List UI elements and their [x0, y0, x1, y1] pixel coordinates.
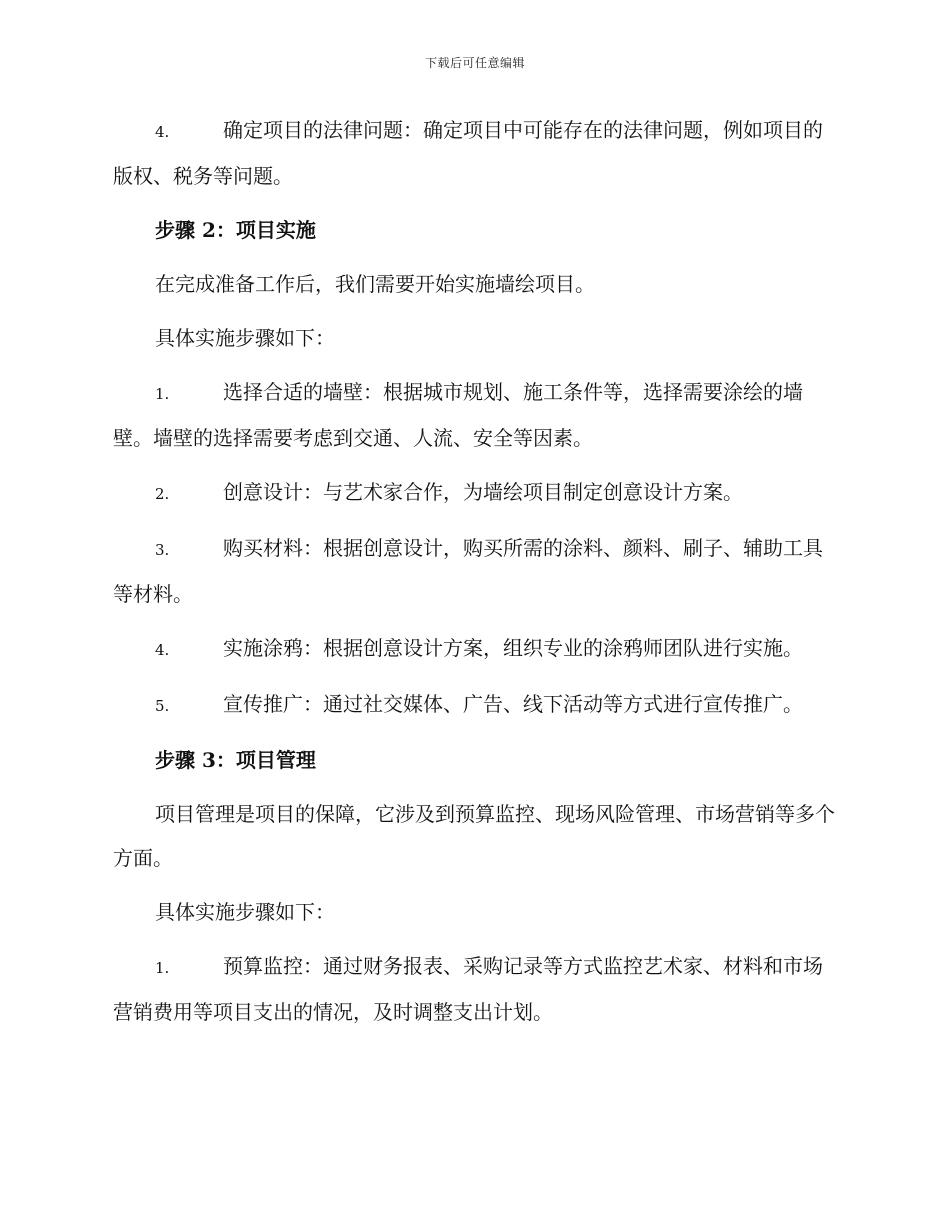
list-number: 2. [155, 485, 170, 503]
list-number: 5. [155, 697, 170, 715]
list-number: 4. [155, 123, 170, 141]
list-text: 购买材料：根据创意设计，购买所需的涂料、颜料、刷子、辅助工具等材料。 [113, 536, 823, 606]
list-item [113, 470, 838, 516]
paragraph: 项目管理是项目的保障，它涉及到预算监控、现场风险管理、市场营销等多个方面。 [113, 802, 835, 870]
list-number: 3. [155, 541, 170, 559]
list-number: 1. [155, 385, 170, 403]
list-text: 选择合适的墙壁：根据城市规划、施工条件等，选择需要涂绘的墙壁。墙壁的选择需要考虑到交通、人流、安全等因素。 [113, 380, 803, 450]
list-text: 预算监控：通过财务报表、采购记录等方式监控艺术家、材料和市场营销费用等项目支出的情况，及时调整支出计划。 [113, 954, 823, 1024]
page-header: 下载后可任意编辑 [424, 56, 525, 70]
list-item [113, 944, 838, 1034]
list-item [113, 626, 838, 672]
list-item [113, 682, 838, 728]
list-item-legal [113, 108, 838, 198]
list-text: 创意设计：与艺术家合作，为墙绘项目制定创意设计方案。 [223, 480, 743, 504]
list-text: 宣传推广：通过社交媒体、广告、线下活动等方式进行宣传推广。 [223, 692, 803, 716]
document-body [113, 108, 838, 1044]
paragraph: 具体实施步骤如下： [155, 326, 335, 350]
list-item [113, 526, 838, 616]
list-text: 实施涂鸦：根据创意设计方案，组织专业的涂鸦师团队进行实施。 [223, 636, 803, 660]
list-number: 4. [155, 641, 170, 659]
paragraph: 具体实施步骤如下： [155, 900, 335, 924]
list-text: 确定项目的法律问题：确定项目中可能存在的法律问题，例如项目的版权、税务等问题。 [113, 118, 823, 188]
paragraph: 在完成准备工作后，我们需要开始实施墙绘项目。 [155, 272, 595, 296]
section-heading-step-3: 步骤 3：项目管理 [155, 748, 316, 772]
list-number: 1. [155, 959, 170, 977]
section-heading-step-2: 步骤 2：项目实施 [155, 218, 316, 242]
list-item [113, 370, 838, 460]
